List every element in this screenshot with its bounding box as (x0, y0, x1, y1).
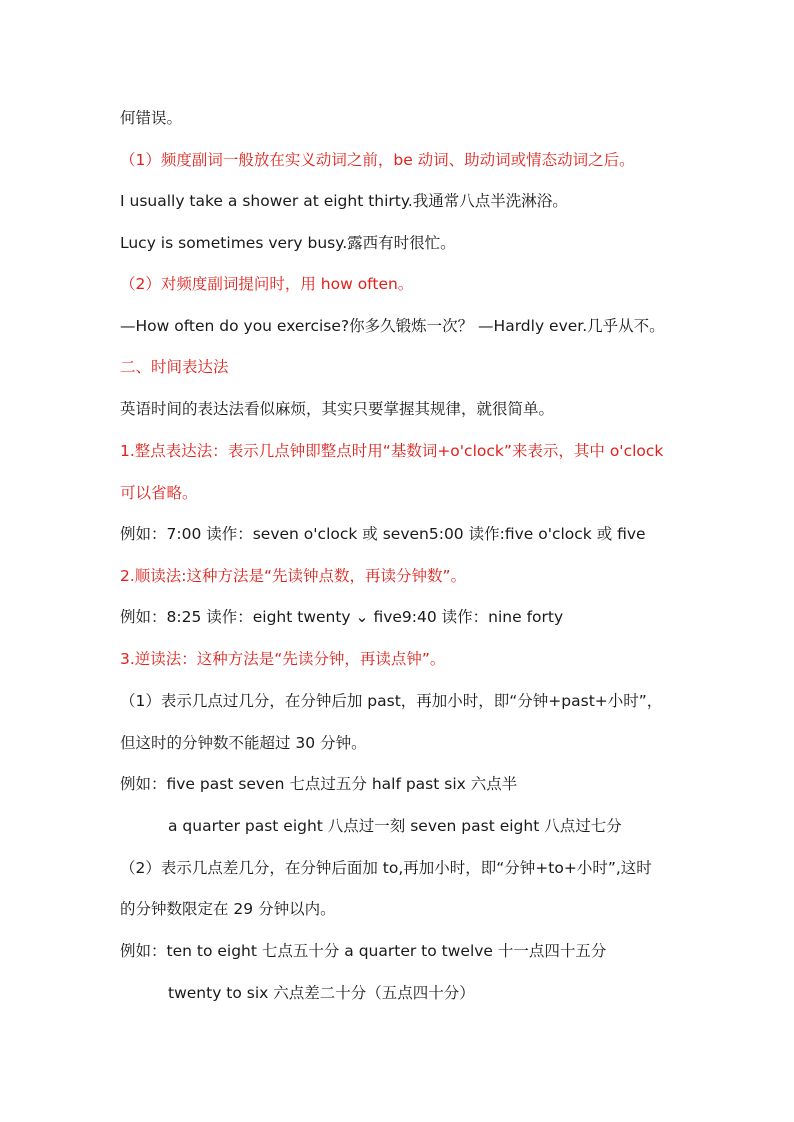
text-line: （1）表示几点过几分，在分钟后加 past，再加小时，即“分钟+past+小时”， (120, 692, 663, 710)
example-sentence: Lucy is sometimes very busy.露西有时很忙。 (120, 234, 456, 252)
rule-heading: 1.整点表达法：表示几点钟即整点时用“基数词+o'clock”来表示，其中 o'clock (120, 442, 664, 460)
example-line: 例如：five past seven 七点过五分 half past six 六点半 (120, 775, 518, 793)
section-heading: 二、时间表达法 (120, 358, 229, 376)
rule-heading: 3.逆读法：这种方法是“先读分钟，再读点钟”。 (120, 650, 446, 668)
text-line: 何错误。 (120, 109, 183, 127)
example-line: 例如：7:00 读作：seven o'clock 或 seven5:00 读作:five o'clock 或 five (120, 525, 646, 543)
rule-heading: （1）频度副词一般放在实义动词之前，be 动词、助动词或情态动词之后。 (120, 151, 635, 169)
example-line-indented: a quarter past eight 八点过一刻 seven past eight 八点过七分 (168, 817, 622, 835)
text-line: 英语时间的表达法看似麻烦，其实只要掌握其规律，就很简单。 (120, 400, 555, 418)
rule-heading-continued: 可以省略。 (120, 484, 198, 502)
example-line-indented: twenty to six 六点差二十分（五点四十分） (168, 984, 475, 1002)
example-line: 例如：8:25 读作：eight twenty ⌄ five9:40 读作：nine forty (120, 608, 564, 626)
text-line: （2）表示几点差几分，在分钟后面加 to,再加小时，即“分钟+to+小时”,这时 (120, 859, 652, 877)
rule-heading: （2）对频度副词提问时，用 how often。 (120, 275, 414, 293)
example-line: 例如：ten to eight 七点五十分 a quarter to twelve 十一点四十五分 (120, 942, 607, 960)
text-line: 但这时的分钟数不能超过 30 分钟。 (120, 734, 367, 752)
text-line: 的分钟数限定在 29 分钟以内。 (120, 900, 336, 918)
example-dialogue: —How often do you exercise?你多久锻炼一次？ —Hardly ever.几乎从不。 (120, 317, 665, 335)
example-sentence: I usually take a shower at eight thirty.我通常八点半洗淋浴。 (120, 192, 568, 210)
rule-heading: 2.顺读法:这种方法是“先读钟点数，再读分钟数”。 (120, 567, 467, 585)
